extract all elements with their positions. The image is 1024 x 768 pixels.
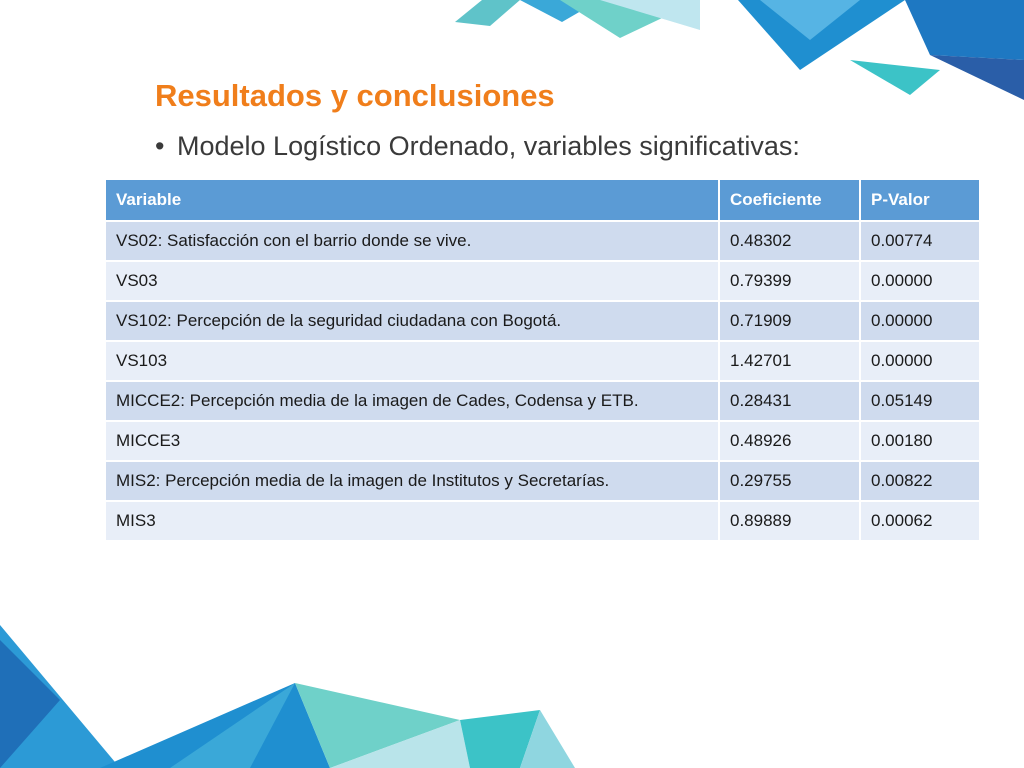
deco-triangle xyxy=(0,625,120,768)
deco-triangle xyxy=(905,0,1024,60)
table-row xyxy=(105,421,980,461)
deco-triangle xyxy=(520,0,600,22)
table-row xyxy=(105,221,980,261)
cell-p-valor: 0.00822 xyxy=(860,461,980,501)
cell-variable: MICCE3 xyxy=(105,421,719,461)
cell-coeficiente: 0.29755 xyxy=(719,461,860,501)
bullet-text-row xyxy=(155,131,800,162)
cell-p-valor: 0.00774 xyxy=(860,221,980,261)
cell-p-valor: 0.00000 xyxy=(860,301,980,341)
header-p-valor: P-Valor xyxy=(860,179,980,221)
cell-variable: VS03 xyxy=(105,261,719,301)
bullet-marker: • xyxy=(155,131,165,161)
header-variable: Variable xyxy=(105,179,719,221)
table-header-row xyxy=(105,179,980,221)
deco-triangle xyxy=(330,720,470,768)
table-row xyxy=(105,341,980,381)
cell-coeficiente: 0.89889 xyxy=(719,501,860,541)
cell-variable: MIS3 xyxy=(105,501,719,541)
cell-coeficiente: 0.48926 xyxy=(719,421,860,461)
cell-coeficiente: 1.42701 xyxy=(719,341,860,381)
deco-triangle xyxy=(930,55,1024,100)
cell-p-valor: 0.05149 xyxy=(860,381,980,421)
cell-variable: MIS2: Percepción media de la imagen de Institutos y Secretarías. xyxy=(105,461,719,501)
deco-triangle xyxy=(850,60,940,95)
cell-p-valor: 0.00000 xyxy=(860,261,980,301)
deco-triangle xyxy=(760,0,860,40)
cell-variable: VS102: Percepción de la seguridad ciudadana con Bogotá. xyxy=(105,301,719,341)
table-row xyxy=(105,261,980,301)
cell-p-valor: 0.00062 xyxy=(860,501,980,541)
deco-triangle xyxy=(560,0,700,38)
cell-variable: VS02: Satisfacción con el barrio donde se vive. xyxy=(105,221,719,261)
cell-variable: VS103 xyxy=(105,341,719,381)
header-coeficiente: Coeficiente xyxy=(719,179,860,221)
cell-coeficiente: 0.28431 xyxy=(719,381,860,421)
table-row xyxy=(105,501,980,541)
cell-coeficiente: 0.48302 xyxy=(719,221,860,261)
deco-triangle xyxy=(295,683,460,768)
deco-triangle xyxy=(520,710,575,768)
deco-triangle xyxy=(0,640,60,768)
slide-title: Resultados y conclusiones xyxy=(155,78,555,113)
deco-triangle xyxy=(460,710,540,768)
deco-triangle xyxy=(100,683,330,768)
bullet-text: Modelo Logístico Ordenado, variables significativas: xyxy=(177,131,800,161)
table-row xyxy=(105,301,980,341)
cell-p-valor: 0.00000 xyxy=(860,341,980,381)
results-table xyxy=(104,178,981,542)
cell-coeficiente: 0.71909 xyxy=(719,301,860,341)
cell-variable: MICCE2: Percepción media de la imagen de Cades, Codensa y ETB. xyxy=(105,381,719,421)
deco-triangle xyxy=(455,0,520,26)
deco-triangle xyxy=(170,683,295,768)
table-row xyxy=(105,461,980,501)
table-row xyxy=(105,381,980,421)
cell-p-valor: 0.00180 xyxy=(860,421,980,461)
deco-triangle xyxy=(738,0,905,70)
cell-coeficiente: 0.79399 xyxy=(719,261,860,301)
deco-triangle xyxy=(600,0,700,30)
